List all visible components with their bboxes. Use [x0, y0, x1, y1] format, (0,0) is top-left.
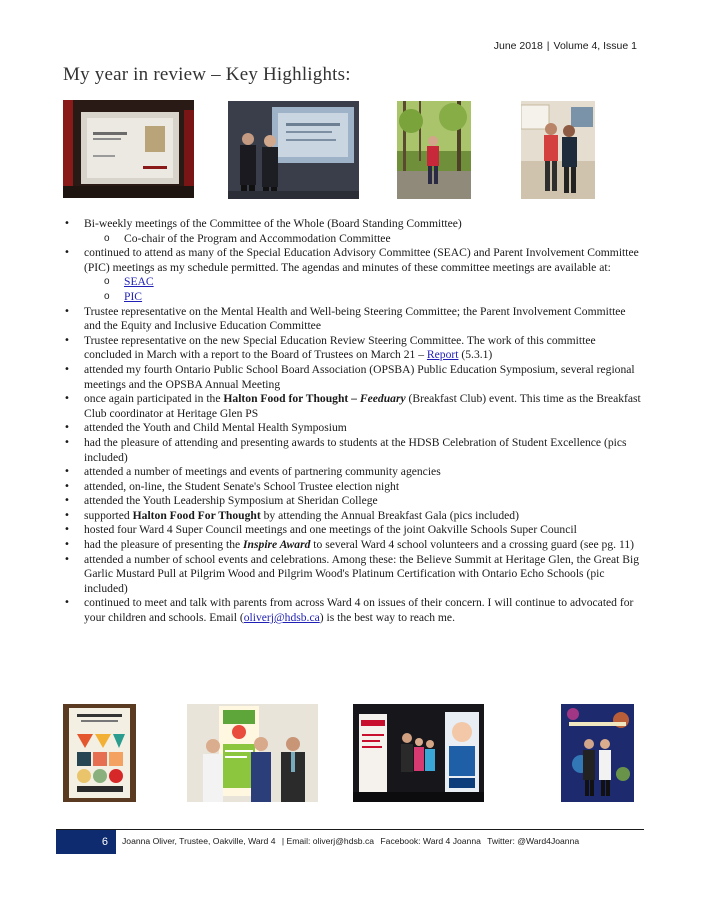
- footer-author: Joanna Oliver, Trustee, Oakville, Ward 4: [122, 836, 276, 846]
- list-item: • hosted four Ward 4 Super Council meetings and one meetings of the joint Oakville Schools Super Council: [64, 523, 644, 538]
- two-officers-photo: [228, 101, 359, 199]
- issue-line: [494, 40, 637, 52]
- halton-food-banner-photo: [187, 704, 318, 802]
- list-subitem: o Co-chair of the Program and Accommodation Committee: [64, 232, 644, 247]
- footer-facebook: Facebook: Ward 4 Joanna: [380, 836, 481, 846]
- celebration-of-excellence-photo: [561, 704, 634, 802]
- list-item: • continued to attend as many of the Special Education Advisory Committee (SEAC) and Parent Involvement Committee (PIC) meetings as my schedule permitted. The agendas and minutes of these committee meetings are available at:: [64, 246, 644, 275]
- footer-email: | Email: oliverj@hdsb.ca: [281, 836, 375, 846]
- presentation-slide-photo: [63, 100, 194, 198]
- two-women-classroom-photo: [521, 101, 595, 199]
- list-item: • once again participated in the Halton Food for Thought – Feeduary (Breakfast Club) event. This time as the Breakfast Club coordinator at Heritage Glen PS: [64, 392, 644, 421]
- issue-date: June 2018: [493, 40, 543, 52]
- footer-text: [122, 836, 583, 846]
- list-item: • attended the Youth and Child Mental Health Symposium: [64, 421, 644, 436]
- page-number: 6: [56, 830, 116, 854]
- email-link[interactable]: oliverj@hdsb.ca: [243, 611, 320, 625]
- list-subitem: [64, 290, 644, 305]
- list-item: • attended, on-line, the Student Senate's School Trustee election night: [64, 480, 644, 495]
- footer-twitter: Twitter: @Ward4Joanna: [487, 836, 580, 846]
- list-item: • attended a number of school events and celebrations. Among these: the Believe Summit at Heritage Glen, the Great Big Garlic Mustard Pull at Pilgrim Wood and Pilgrim Wood's Platinum Certification with Ontario Echo Schools (pic included): [64, 553, 644, 597]
- list-item: • had the pleasure of presenting the Inspire Award to several Ward 4 school volunteers and a crossing guard (see pg. 11): [64, 538, 644, 553]
- page-title: My year in review – Key Highlights:: [63, 64, 351, 85]
- list-item: • Trustee representative on the Mental Health and Well-being Steering Committee; the Parent Involvement Committee and the Equity and Inclusive Education Committee: [64, 305, 644, 334]
- list-item: • had the pleasure of attending and presenting awards to students at the HDSB Celebration of Student Excellence (pics included): [64, 436, 644, 465]
- woman-in-forest-photo: [397, 101, 471, 199]
- list-item: • attended a number of meetings and events of partnering community agencies: [64, 465, 644, 480]
- seac-link[interactable]: SEAC: [124, 275, 154, 289]
- issue-volume: Volume 4, Issue 1: [553, 40, 637, 52]
- footer-rule: [56, 829, 644, 830]
- list-item: • attended the Youth Leadership Symposium at Sheridan College: [64, 494, 644, 509]
- believe-summit-photo: [353, 704, 484, 802]
- list-item: • attended my fourth Ontario Public School Board Association (OPSBA) Public Education Symposium, several regional meetings and the OPSBA Annual Meeting: [64, 363, 644, 392]
- highlights-list: [64, 217, 644, 626]
- list-item: • Bi-weekly meetings of the Committee of the Whole (Board Standing Committee): [64, 217, 644, 232]
- pic-link[interactable]: PIC: [124, 289, 143, 303]
- list-subitem: [64, 275, 644, 290]
- report-link[interactable]: Report: [426, 348, 459, 362]
- colourful-poster-photo: [63, 704, 136, 802]
- issue-separator: |: [546, 40, 550, 52]
- list-item: • Trustee representative on the new Special Education Review Steering Committee. The work of this committee concluded in March with a report to the Board of Trustees on March 21 – Report (5.3.1): [64, 334, 644, 363]
- list-item: • supported Halton Food For Thought by attending the Annual Breakfast Gala (pics included): [64, 509, 644, 524]
- list-item: • continued to meet and talk with parents from across Ward 4 on issues of their concern. I will continue to advocated for your children and schools. Email (oliverj@hdsb.ca) is the best way to reach me.: [64, 596, 644, 625]
